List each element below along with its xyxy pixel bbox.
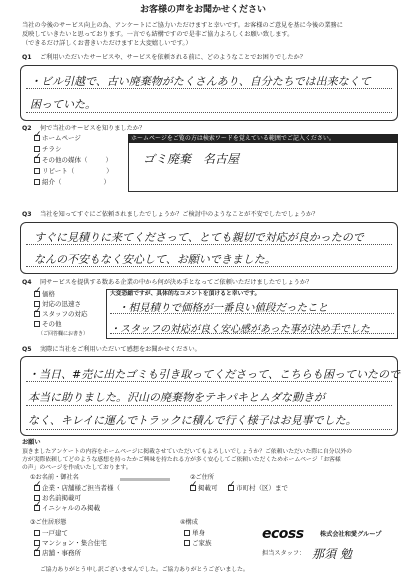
q5-rule-3 — [26, 429, 392, 430]
staff-name: 那須 勉 — [312, 547, 352, 561]
q2-keyword-answer: ゴミ廃棄 名古屋 — [143, 152, 240, 166]
closing-message: ご協力ありがとう申し訳ございませんでした。ご協力ありがとうございました。 — [40, 567, 249, 573]
q4-label: Q4 — [22, 279, 32, 286]
q2-option-homepage[interactable] — [34, 134, 81, 142]
intro-line-1: 当社の今後のサービス向上の為、アンケートにご協力いただけますと幸いです。お客様のご意見を基に今後の業務に — [22, 22, 343, 29]
staff-label: 担当スタッフ： — [262, 550, 306, 557]
q2-paren: ） — [105, 156, 112, 164]
q2-option-repeat[interactable] — [34, 167, 113, 175]
address-option-allowed-label: 掲載可 — [198, 484, 218, 492]
q4-option-staff[interactable] — [34, 310, 88, 318]
q1-answer-line-1: ・ビル引越で、古い廃棄物がたくさんあり、自分たちでは出来なくて — [30, 75, 371, 88]
q1-answer-line-2: 困っていた。 — [30, 98, 96, 111]
checkbox-icon — [184, 530, 190, 536]
q5-question: 実際に当社をご利用いただいて感想をお聞かせください。 — [40, 346, 201, 353]
name-option-initials-label: イニシャルのみ掲載 — [42, 504, 101, 512]
name-option-initials[interactable] — [34, 504, 100, 512]
residence-option-apartment-label: マンション・集合住宅 — [42, 539, 107, 547]
q1-question: ご利用いただいたサービスや、サービスを依頼される前に、どのようなことでお困りでしたか？ — [40, 54, 306, 61]
q2-option-referral[interactable] — [34, 178, 110, 186]
q4-other-note: （ご回答欄にお書き） — [38, 331, 89, 337]
checkbox-icon — [34, 505, 40, 511]
q2-option-referral-label: 紹介（ — [42, 178, 62, 186]
q2-paren: ） — [103, 178, 110, 186]
residence-option-office[interactable] — [34, 549, 81, 557]
company-logo: ecoss — [262, 526, 304, 542]
name-option-allowed-label: お名前掲載可 — [42, 494, 81, 502]
q4-comment-header: 大変恐縮ですが、具体的なコメントを頂けると幸いです。 — [110, 291, 261, 297]
q2-option-other-media[interactable] — [34, 156, 112, 164]
q4-question: 同サービスを提供する数ある企業の中から何が決め手となってご依頼いただけましたでしょうか？ — [40, 279, 313, 286]
address-option-allowed[interactable] — [190, 484, 218, 492]
family-label: ④構成 — [180, 519, 198, 526]
q4-option-price-label: 価格 — [42, 290, 55, 298]
checkbox-icon — [34, 168, 40, 174]
q1-label: Q1 — [22, 54, 32, 61]
checkbox-icon — [34, 135, 40, 141]
q4-option-other-label: その他 — [42, 320, 62, 328]
q5-label: Q5 — [22, 346, 32, 353]
q3-answer-line-1: すぐに見積りに来てくださって、とても親切で対応が良かったので — [34, 231, 364, 244]
checkbox-icon — [184, 540, 190, 546]
redacted-name — [120, 478, 170, 481]
q3-label: Q3 — [22, 211, 32, 218]
family-option-family-label: ご家族 — [192, 539, 212, 547]
checkbox-icon — [34, 179, 40, 185]
name-option-company[interactable] — [34, 484, 120, 492]
q2-option-flyer-label: チラシ — [42, 145, 62, 153]
checkbox-icon — [34, 321, 40, 327]
q5-rule-2 — [26, 405, 392, 406]
checkbox-icon — [190, 485, 196, 491]
residence-option-house-label: 一戸建て — [42, 529, 68, 537]
q2-option-homepage-label: ホームページ — [42, 134, 81, 142]
residence-option-office-label: 店舗・事務所 — [42, 549, 81, 557]
q4-option-staff-label: スタッフの対応 — [42, 310, 88, 318]
company-name: 株式会社和愛グループ — [320, 531, 382, 538]
q2-option-other-media-label: その他の媒体（ — [42, 156, 88, 164]
q3-answer-line-2: なんの不安もなく安心して、お願いできました。 — [34, 253, 276, 266]
checkbox-icon — [34, 530, 40, 536]
checkbox-icon — [34, 485, 40, 491]
address-option-city-label: 市町村（区）まで — [236, 484, 288, 492]
q5-answer-line-2: 本当に助りました。沢山の廃棄物をテキパキとムダな動きが — [28, 391, 325, 404]
q2-option-repeat-label: リピート（ — [42, 167, 75, 175]
request-heading: お願い — [22, 439, 41, 446]
q4-answer-line-2: ・スタッフの対応が良く安心感があった事が決め手でした — [110, 324, 370, 335]
q1-rule-2 — [26, 112, 392, 113]
checkbox-icon — [34, 311, 40, 317]
request-line-3: の声」のページを作成いたしております。 — [22, 465, 132, 471]
q4-answer-line-1: ・相見積りで価格が一番良い値段だったこと — [118, 302, 328, 314]
address-option-city[interactable] — [228, 484, 288, 492]
request-line-2: 方が実際依頼してどのような感想を持ったかご興味を持たれる方が多く安心してご依頼いただくためホームページ「お客様 — [22, 457, 341, 463]
family-option-single[interactable] — [184, 529, 205, 537]
q5-answer-line-3: なく、キレイに運んでトラックに積んで行く様子はお見事でした。 — [28, 414, 357, 427]
name-label: ①お名前・御社名 — [30, 474, 79, 481]
q4-option-speed-label: 対応の迅速さ — [42, 300, 81, 308]
residence-label: ③ご住居形態 — [30, 519, 67, 526]
page-title: お客様の声をお聞かせください — [140, 5, 267, 15]
checkbox-icon — [34, 291, 40, 297]
q5-answer-line-1: ・当日、#売に出たゴミも引き取ってくださって、こちらも困っていたので — [28, 368, 400, 381]
checkbox-icon — [34, 157, 40, 163]
q2-paren: ） — [106, 167, 113, 175]
address-label: ②ご住所 — [190, 474, 215, 481]
residence-option-apartment[interactable] — [34, 539, 107, 547]
checkbox-icon — [34, 550, 40, 556]
q4-option-other[interactable] — [34, 320, 62, 328]
intro-line-2: 反映していきたいと思っております。一言でも結構ですので是非ご協力よろしくお願い致します。 — [22, 31, 294, 38]
residence-option-house[interactable] — [34, 529, 68, 537]
q2-label: Q2 — [22, 125, 32, 132]
intro-line-3: （できるだけ詳しくお書きいただけますと大変嬉しいです。） — [22, 40, 192, 47]
q2-question: 何で当社のサービスを知りましたか？ — [40, 125, 146, 132]
family-option-family[interactable] — [184, 539, 212, 547]
q3-question: 当社を知ってすぐにご依頼されましたでしょうか？ご検討中のようなことが不安でしたでしょうか？ — [40, 211, 319, 218]
checkbox-icon — [228, 485, 234, 491]
family-option-single-label: 単身 — [192, 529, 205, 537]
request-line-1: 頂きましたアンケートの内容をホームページに掲載させていただいてもよろしいでしょうか？ご依頼いただいた際に自分以外の — [22, 449, 352, 455]
q2-keyword-header: ホームページをご覧の方は検索ワードを覚えている範囲でご記入ください。 — [128, 134, 398, 143]
q4-option-price[interactable] — [34, 290, 55, 298]
name-option-company-label: 企業・店舗様ご担当者様（ — [42, 484, 120, 492]
